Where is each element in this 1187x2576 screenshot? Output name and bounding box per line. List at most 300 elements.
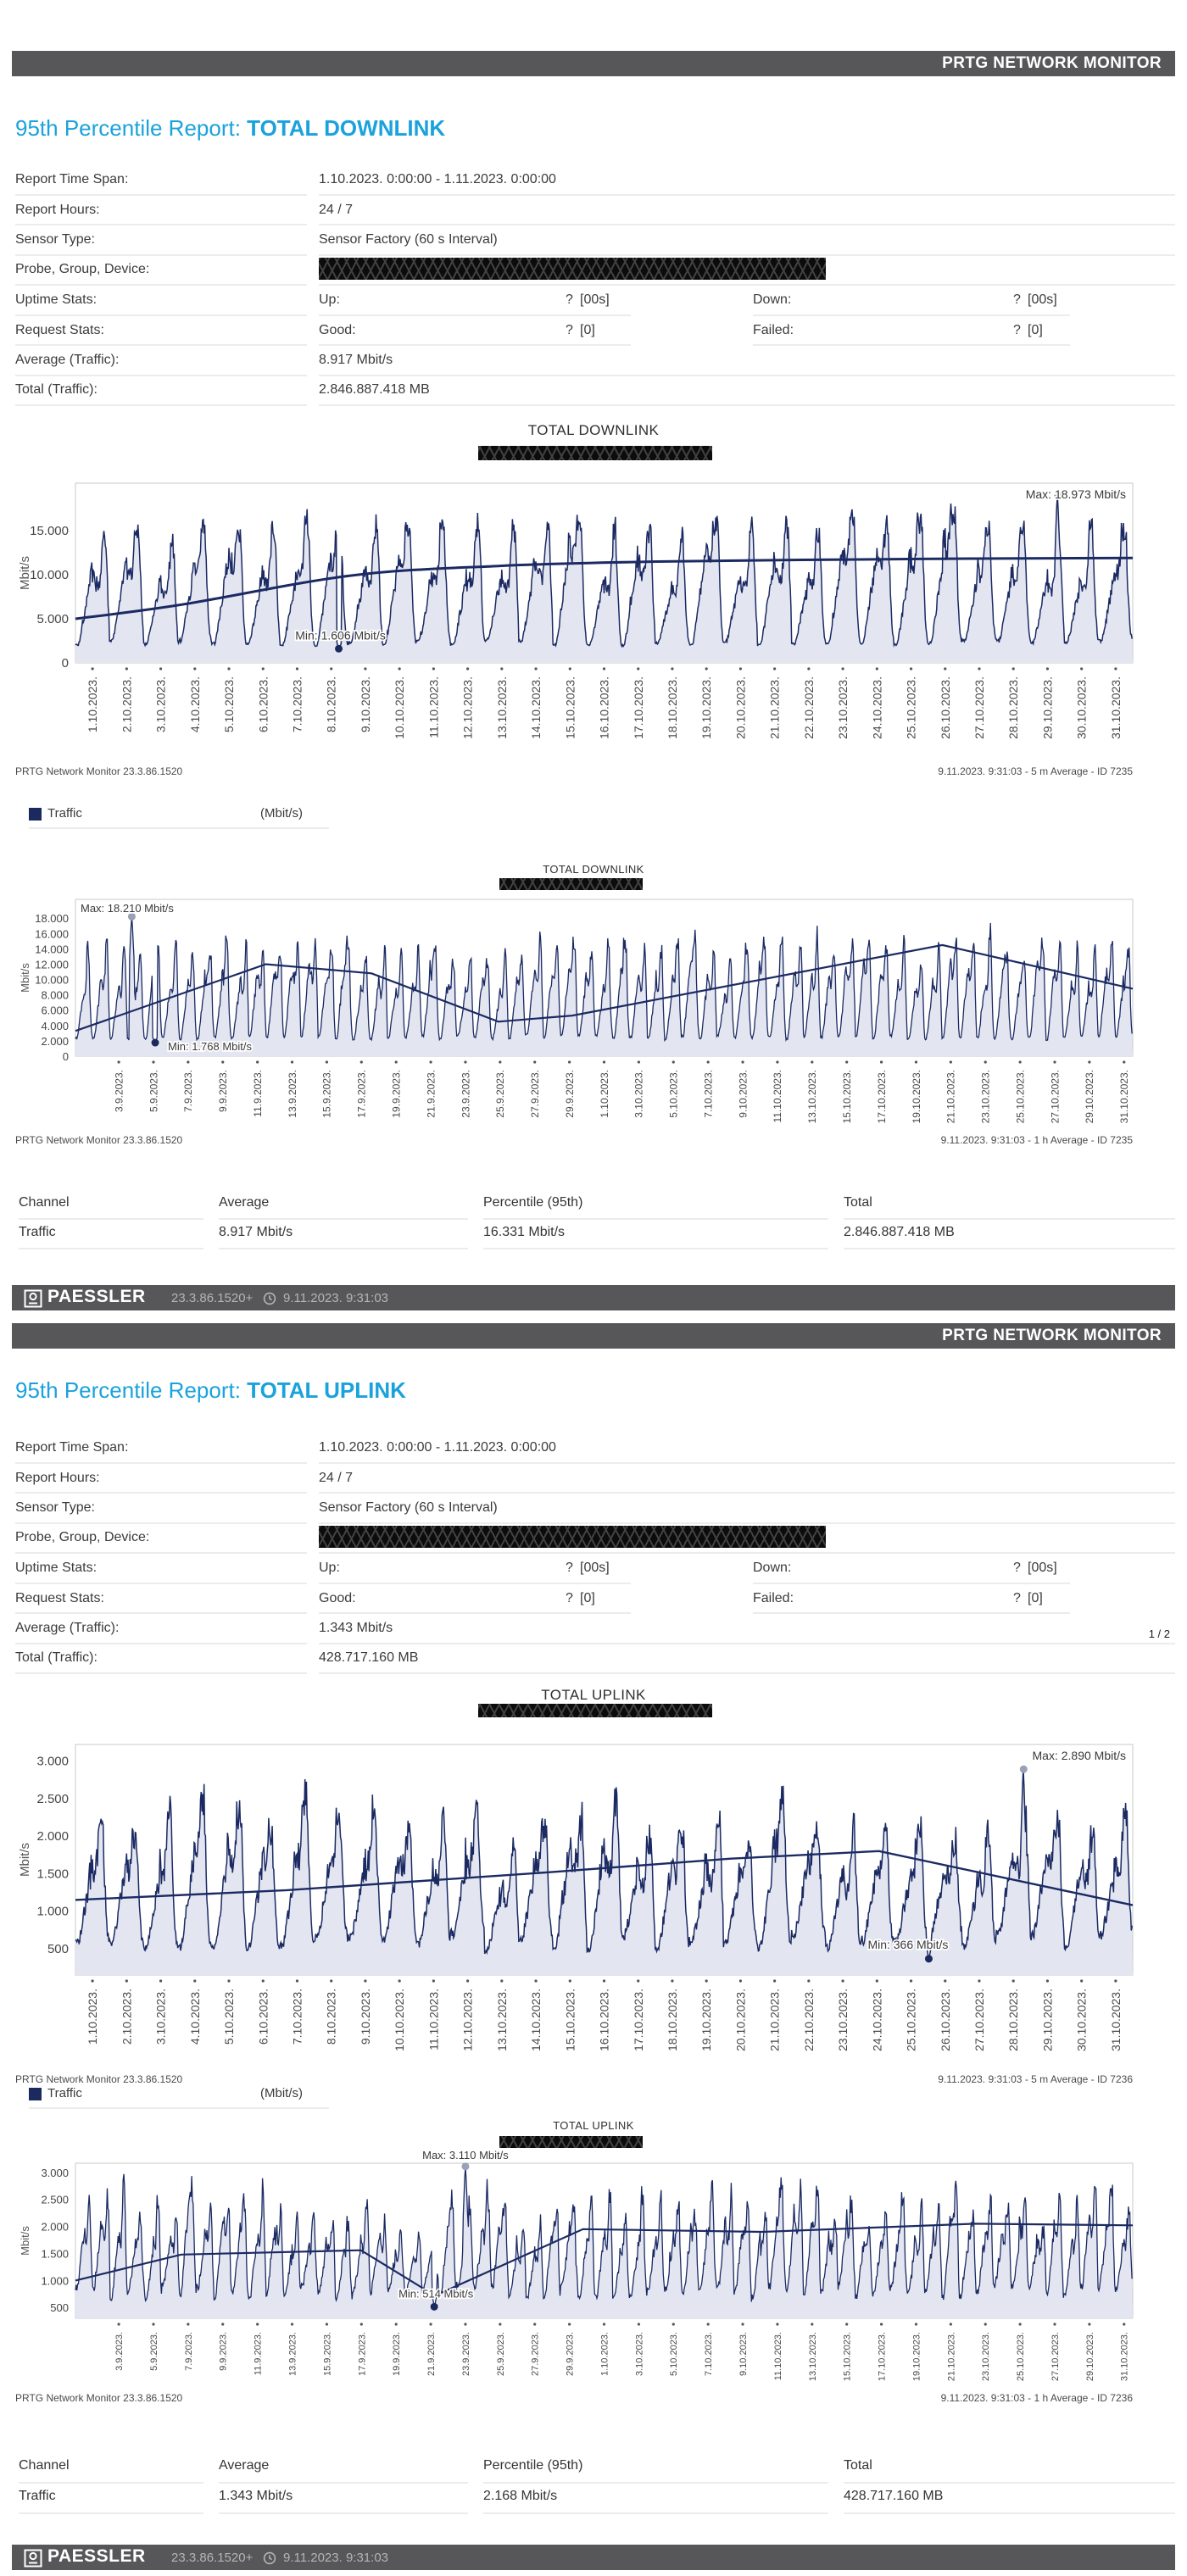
divider [15, 284, 307, 286]
svg-text:23.10.2023.: 23.10.2023. [981, 2332, 992, 2382]
channel-table-cell: 1.343 Mbit/s [219, 2489, 293, 2503]
svg-text:27.9.2023.: 27.9.2023. [529, 1070, 542, 1118]
request-good-label: Good: [319, 1591, 356, 1605]
chart-title: TOTAL DOWNLINK [543, 863, 644, 876]
divider [319, 1462, 1175, 1464]
divider [753, 314, 1070, 316]
request-failed-value: [0] [1028, 323, 1043, 337]
svg-text:10.10.2023.: 10.10.2023. [393, 1989, 407, 2051]
divider [319, 375, 1175, 376]
svg-text:22.10.2023.: 22.10.2023. [801, 1989, 816, 2051]
svg-text:2.000: 2.000 [41, 2220, 69, 2234]
svg-text:30.10.2023.: 30.10.2023. [1074, 1989, 1089, 2051]
request-failed-label: Failed: [753, 323, 794, 337]
legend-unit: (Mbit/s) [260, 2086, 303, 2100]
svg-text:2.500: 2.500 [41, 2193, 69, 2206]
divider [15, 1672, 307, 1674]
svg-text:28.10.2023.: 28.10.2023. [1006, 1989, 1021, 2051]
divider [319, 1583, 631, 1584]
request-failed-unknown: ? [1013, 323, 1021, 337]
svg-text:16.000: 16.000 [35, 927, 69, 941]
divider [219, 2512, 468, 2514]
svg-text:18.000: 18.000 [35, 912, 69, 926]
detail-value: 1.10.2023. 0:00:00 - 1.11.2023. 0:00:00 [319, 172, 556, 186]
request-good-value: [0] [580, 1591, 595, 1605]
svg-text:2.10.2023.: 2.10.2023. [120, 676, 134, 733]
uplink-5m-average-chart [0, 1728, 1187, 2077]
svg-text:11.10.2023.: 11.10.2023. [426, 1989, 441, 2050]
divider [319, 1643, 1175, 1644]
divider [319, 404, 1175, 406]
page-indicator: 1 / 2 [1148, 1627, 1170, 1640]
svg-text:11.10.2023.: 11.10.2023. [426, 676, 441, 738]
svg-text:29.9.2023.: 29.9.2023. [563, 1070, 576, 1118]
svg-text:23.10.2023.: 23.10.2023. [836, 1989, 850, 2051]
svg-text:1.10.2023.: 1.10.2023. [599, 2332, 610, 2376]
svg-text:29.10.2023.: 29.10.2023. [1084, 2332, 1095, 2382]
svg-text:5.10.2023.: 5.10.2023. [222, 1989, 237, 2045]
svg-text:Max: 18.973 Mbit/s: Max: 18.973 Mbit/s [1025, 487, 1126, 501]
svg-text:8.000: 8.000 [41, 988, 69, 1002]
legend-swatch [29, 2088, 42, 2100]
channel-table-header: Channel [19, 2458, 70, 2473]
chart-footer-info: 9.11.2023. 9:31:03 - 5 m Average - ID 7235 [938, 765, 1133, 777]
channel-table-header: Total [844, 1195, 872, 1210]
svg-text:13.10.2023.: 13.10.2023. [494, 676, 509, 739]
svg-text:9.10.2023.: 9.10.2023. [737, 1070, 750, 1118]
divider [15, 254, 307, 256]
svg-text:Mbit/s: Mbit/s [19, 2226, 31, 2256]
svg-text:17.10.2023.: 17.10.2023. [875, 1070, 888, 1124]
svg-text:27.10.2023.: 27.10.2023. [1050, 2332, 1061, 2382]
svg-text:4.10.2023.: 4.10.2023. [187, 1989, 202, 2045]
request-failed-value: [0] [1028, 1591, 1043, 1605]
svg-text:11.9.2023.: 11.9.2023. [251, 1070, 264, 1117]
svg-text:9.9.2023.: 9.9.2023. [217, 1070, 230, 1113]
divider [844, 2482, 1175, 2484]
request-good-unknown: ? [566, 323, 573, 337]
divider [483, 1218, 828, 1220]
uptime-up-label: Up: [319, 1561, 340, 1575]
divider [844, 1218, 1175, 1220]
chart-title: TOTAL UPLINK [553, 2119, 634, 2132]
svg-text:5.10.2023.: 5.10.2023. [667, 1070, 680, 1118]
channel-table-cell: 428.717.160 MB [844, 2489, 944, 2503]
detail-value: 1.343 Mbit/s [319, 1621, 393, 1635]
svg-text:3.9.2023.: 3.9.2023. [113, 1070, 125, 1113]
detail-label: Report Time Span: [15, 1440, 129, 1455]
svg-text:9.9.2023.: 9.9.2023. [218, 2332, 229, 2371]
svg-text:7.10.2023.: 7.10.2023. [290, 1989, 304, 2045]
detail-label: Uptime Stats: [15, 1561, 98, 1575]
svg-text:19.9.2023.: 19.9.2023. [392, 2332, 403, 2376]
svg-text:8.10.2023.: 8.10.2023. [324, 676, 338, 733]
footer-timestamp: 9.11.2023. 9:31:03 [283, 2551, 388, 2565]
svg-text:13.10.2023.: 13.10.2023. [806, 1070, 819, 1124]
divider [15, 344, 307, 346]
request-good-value: [0] [580, 323, 595, 337]
svg-text:26.10.2023.: 26.10.2023. [938, 1989, 952, 2051]
svg-text:2.500: 2.500 [36, 1791, 69, 1806]
svg-text:0: 0 [61, 656, 69, 670]
chart-footer-info: 9.11.2023. 9:31:03 - 1 h Average - ID 7236 [940, 2392, 1133, 2404]
svg-text:2.10.2023.: 2.10.2023. [120, 1989, 134, 2045]
divider [15, 1643, 307, 1644]
chart-title: TOTAL DOWNLINK [527, 422, 660, 438]
svg-text:31.10.2023.: 31.10.2023. [1108, 1989, 1123, 2051]
svg-text:9.10.2023.: 9.10.2023. [358, 1989, 372, 2045]
svg-text:27.10.2023.: 27.10.2023. [1049, 1070, 1062, 1124]
svg-text:20.10.2023.: 20.10.2023. [733, 1989, 748, 2051]
svg-text:15.10.2023.: 15.10.2023. [842, 2332, 853, 2382]
divider [483, 1248, 828, 1249]
uptime-down-unknown: ? [1013, 292, 1021, 307]
uplink-1h-average-chart [0, 2146, 1187, 2399]
svg-text:10.000: 10.000 [30, 568, 69, 583]
detail-value: Sensor Factory (60 s Interval) [319, 1500, 498, 1515]
svg-text:15.10.2023.: 15.10.2023. [841, 1070, 854, 1124]
svg-text:4.10.2023.: 4.10.2023. [187, 676, 202, 733]
svg-text:14.10.2023.: 14.10.2023. [529, 1989, 543, 2051]
svg-text:29.10.2023.: 29.10.2023. [1040, 1989, 1055, 2051]
svg-text:10.000: 10.000 [35, 973, 69, 987]
uptime-up-value: [00s] [580, 292, 610, 307]
footer-version: 23.3.86.1520+ [171, 2551, 254, 2565]
svg-text:29.9.2023.: 29.9.2023. [565, 2332, 576, 2376]
svg-text:27.10.2023.: 27.10.2023. [972, 676, 987, 739]
divider [15, 314, 307, 316]
svg-text:1.500: 1.500 [36, 1867, 69, 1882]
svg-text:15.9.2023.: 15.9.2023. [322, 2332, 333, 2376]
report-title-name: TOTAL DOWNLINK [247, 115, 446, 141]
divider [15, 1522, 307, 1524]
svg-text:1.000: 1.000 [41, 2274, 69, 2288]
chart-footer-version: PRTG Network Monitor 23.3.86.1520 [15, 1134, 183, 1146]
divider [15, 1462, 307, 1464]
prtg-header-title: PRTG NETWORK MONITOR [942, 54, 1162, 72]
svg-text:14.10.2023.: 14.10.2023. [529, 676, 543, 739]
svg-text:23.10.2023.: 23.10.2023. [836, 676, 850, 739]
svg-text:18.10.2023.: 18.10.2023. [665, 676, 679, 739]
svg-text:2.000: 2.000 [41, 1034, 69, 1048]
svg-text:4.000: 4.000 [41, 1019, 69, 1032]
svg-text:31.10.2023.: 31.10.2023. [1118, 1070, 1131, 1124]
report-title-prefix: 95th Percentile Report: [15, 1377, 248, 1403]
report-title-name: TOTAL UPLINK [247, 1377, 406, 1403]
svg-text:Mbit/s: Mbit/s [19, 963, 31, 993]
uptime-up-unknown: ? [566, 1561, 573, 1575]
svg-text:24.10.2023.: 24.10.2023. [870, 1989, 884, 2051]
detail-label: Sensor Type: [15, 1500, 95, 1515]
svg-text:29.10.2023.: 29.10.2023. [1040, 676, 1055, 739]
svg-text:13.9.2023.: 13.9.2023. [286, 1070, 298, 1118]
svg-text:1.10.2023.: 1.10.2023. [598, 1070, 610, 1118]
svg-text:Min: 1.606 Mbit/s: Min: 1.606 Mbit/s [295, 628, 386, 643]
svg-text:9.10.2023.: 9.10.2023. [358, 676, 372, 733]
report-title [15, 1377, 406, 1404]
divider [19, 1248, 203, 1249]
detail-value: 24 / 7 [319, 1471, 354, 1485]
paessler-brand: PAESSLER [47, 1287, 146, 1306]
uptime-down-label: Down: [753, 1561, 792, 1575]
divider [319, 1492, 1175, 1494]
channel-table-header: Total [844, 2458, 872, 2473]
footer-version: 23.3.86.1520+ [171, 1291, 254, 1305]
request-failed-unknown: ? [1013, 1591, 1021, 1605]
footer-timestamp: 9.11.2023. 9:31:03 [283, 1291, 388, 1305]
channel-table-cell: 2.168 Mbit/s [483, 2489, 558, 2503]
paessler-logo-icon [24, 2549, 42, 2568]
svg-text:6.000: 6.000 [41, 1004, 69, 1017]
divider [483, 2482, 828, 2484]
request-good-unknown: ? [566, 1591, 573, 1605]
svg-text:20.10.2023.: 20.10.2023. [733, 676, 748, 739]
divider [753, 344, 1070, 346]
divider [319, 194, 1175, 196]
detail-label: Report Time Span: [15, 172, 129, 186]
svg-text:12.10.2023.: 12.10.2023. [460, 676, 475, 739]
divider [319, 314, 631, 316]
uptime-up-value: [00s] [580, 1561, 610, 1575]
channel-table-cell: 2.846.887.418 MB [844, 1225, 955, 1239]
divider [19, 2482, 203, 2484]
svg-text:21.9.2023.: 21.9.2023. [425, 1070, 437, 1118]
divider [319, 1612, 631, 1614]
svg-text:21.10.2023.: 21.10.2023. [767, 1989, 782, 2051]
svg-text:3.9.2023.: 3.9.2023. [114, 2332, 125, 2371]
detail-label: Total (Traffic): [15, 1650, 98, 1665]
detail-value: 2.846.887.418 MB [319, 382, 430, 397]
svg-text:5.10.2023.: 5.10.2023. [669, 2332, 680, 2376]
divider [15, 1552, 307, 1554]
report-title-prefix: 95th Percentile Report: [15, 115, 248, 141]
detail-label: Report Hours: [15, 203, 100, 217]
svg-text:14.000: 14.000 [35, 943, 69, 956]
divider [219, 2482, 468, 2484]
downlink-5m-average-chart [0, 466, 1187, 771]
svg-text:5.000: 5.000 [36, 612, 69, 627]
svg-text:25.9.2023.: 25.9.2023. [494, 1070, 507, 1118]
chart-title: TOTAL UPLINK [541, 1687, 646, 1703]
svg-text:13.9.2023.: 13.9.2023. [287, 2332, 298, 2376]
svg-text:2.000: 2.000 [36, 1829, 69, 1844]
svg-text:25.10.2023.: 25.10.2023. [904, 676, 918, 739]
svg-text:15.9.2023.: 15.9.2023. [320, 1070, 333, 1118]
divider [753, 1583, 1070, 1584]
chart-footer-version: PRTG Network Monitor 23.3.86.1520 [15, 2073, 183, 2085]
detail-value: 24 / 7 [319, 203, 354, 217]
divider [319, 284, 1175, 286]
svg-text:12.10.2023.: 12.10.2023. [460, 1989, 475, 2051]
clock-icon [263, 2551, 276, 2565]
detail-label: Report Hours: [15, 1471, 100, 1485]
channel-table-cell: Traffic [19, 1225, 56, 1239]
detail-label: Request Stats: [15, 323, 104, 337]
chart-footer-info: 9.11.2023. 9:31:03 - 1 h Average - ID 7235 [940, 1134, 1133, 1146]
svg-text:22.10.2023.: 22.10.2023. [801, 676, 816, 739]
svg-text:3.10.2023.: 3.10.2023. [153, 676, 168, 733]
svg-text:13.10.2023.: 13.10.2023. [807, 2332, 818, 2382]
svg-text:17.10.2023.: 17.10.2023. [631, 1989, 645, 2051]
svg-text:17.10.2023.: 17.10.2023. [877, 2332, 888, 2382]
prtg-header-bar [12, 51, 1175, 76]
detail-label: Total (Traffic): [15, 382, 98, 397]
svg-text:6.10.2023.: 6.10.2023. [256, 1989, 270, 2045]
divider [319, 1672, 1175, 1674]
svg-text:11.10.2023.: 11.10.2023. [772, 1070, 784, 1123]
svg-text:16.10.2023.: 16.10.2023. [597, 1989, 611, 2051]
svg-text:17.9.2023.: 17.9.2023. [355, 1070, 368, 1118]
divider [219, 1218, 468, 1220]
channel-table-header: Average [219, 1195, 270, 1210]
divider [319, 224, 1175, 225]
request-good-label: Good: [319, 323, 356, 337]
prtg-header-bar [12, 1323, 1175, 1349]
channel-table-header: Channel [19, 1195, 70, 1210]
detail-value: Sensor Factory (60 s Interval) [319, 232, 498, 247]
redacted-probe-group-device [319, 258, 826, 280]
downlink-1h-average-chart [0, 882, 1187, 1144]
paessler-footer-bar [12, 2545, 1175, 2570]
svg-text:5.9.2023.: 5.9.2023. [148, 1070, 160, 1113]
divider [483, 2512, 828, 2514]
svg-text:23.9.2023.: 23.9.2023. [460, 2332, 471, 2376]
channel-table-cell: 8.917 Mbit/s [219, 1225, 293, 1239]
detail-label: Probe, Group, Device: [15, 262, 150, 276]
svg-text:31.10.2023.: 31.10.2023. [1108, 676, 1123, 739]
svg-text:29.10.2023.: 29.10.2023. [1084, 1070, 1096, 1124]
svg-text:3.10.2023.: 3.10.2023. [153, 1989, 168, 2045]
svg-text:11.9.2023.: 11.9.2023. [253, 2332, 264, 2376]
channel-table-header: Percentile (95th) [483, 2458, 583, 2473]
svg-text:3.10.2023.: 3.10.2023. [634, 2332, 645, 2376]
svg-text:12.000: 12.000 [35, 958, 69, 971]
uptime-down-label: Down: [753, 292, 792, 307]
channel-table-cell: 16.331 Mbit/s [483, 1225, 566, 1239]
svg-text:7.10.2023.: 7.10.2023. [702, 1070, 715, 1118]
svg-text:8.10.2023.: 8.10.2023. [324, 1989, 338, 2045]
paessler-logo-icon [24, 1289, 42, 1308]
report-title [15, 115, 445, 142]
svg-text:5.9.2023.: 5.9.2023. [148, 2332, 159, 2371]
divider [15, 1612, 307, 1614]
divider [15, 375, 307, 376]
channel-table-cell: Traffic [19, 2489, 56, 2503]
svg-text:25.10.2023.: 25.10.2023. [1016, 2332, 1027, 2382]
uptime-down-unknown: ? [1013, 1561, 1021, 1575]
svg-text:3.000: 3.000 [36, 1754, 69, 1769]
uptime-down-value: [00s] [1028, 1561, 1057, 1575]
svg-text:Min: 1.768 Mbit/s: Min: 1.768 Mbit/s [168, 1040, 253, 1054]
legend-label: Traffic [47, 2086, 82, 2100]
svg-text:1.10.2023.: 1.10.2023. [86, 1989, 100, 2045]
svg-text:9.10.2023.: 9.10.2023. [738, 2332, 750, 2376]
svg-text:3.000: 3.000 [41, 2166, 69, 2179]
svg-text:5.10.2023.: 5.10.2023. [222, 676, 237, 733]
svg-text:500: 500 [50, 2301, 69, 2315]
svg-text:Mbit/s: Mbit/s [18, 555, 32, 591]
svg-text:15.000: 15.000 [30, 524, 69, 539]
detail-label: Request Stats: [15, 1591, 104, 1605]
svg-text:7.10.2023.: 7.10.2023. [290, 676, 304, 733]
channel-table-header: Percentile (95th) [483, 1195, 583, 1210]
svg-text:23.10.2023.: 23.10.2023. [979, 1070, 992, 1124]
detail-label: Average (Traffic): [15, 353, 120, 367]
chart-footer-version: PRTG Network Monitor 23.3.86.1520 [15, 2392, 183, 2404]
divider [29, 827, 329, 829]
svg-text:7.9.2023.: 7.9.2023. [182, 1070, 195, 1113]
uptime-down-value: [00s] [1028, 292, 1057, 307]
uptime-up-label: Up: [319, 292, 340, 307]
svg-text:0: 0 [62, 1050, 69, 1063]
svg-text:21.10.2023.: 21.10.2023. [946, 2332, 957, 2382]
divider [15, 1492, 307, 1494]
svg-text:19.10.2023.: 19.10.2023. [699, 1989, 714, 2051]
divider [844, 1248, 1175, 1249]
svg-text:500: 500 [47, 1941, 69, 1956]
request-failed-label: Failed: [753, 1591, 794, 1605]
svg-text:1.10.2023.: 1.10.2023. [86, 676, 100, 733]
svg-text:24.10.2023.: 24.10.2023. [870, 676, 884, 739]
svg-text:Max: 18.210 Mbit/s: Max: 18.210 Mbit/s [81, 902, 174, 915]
prtg-header-title: PRTG NETWORK MONITOR [942, 1327, 1162, 1344]
chart-footer-version: PRTG Network Monitor 23.3.86.1520 [15, 765, 183, 777]
detail-label: Average (Traffic): [15, 1621, 120, 1635]
svg-text:23.9.2023.: 23.9.2023. [460, 1070, 472, 1118]
divider [319, 1522, 1175, 1524]
svg-text:1.000: 1.000 [36, 1904, 69, 1919]
svg-text:19.9.2023.: 19.9.2023. [390, 1070, 403, 1118]
detail-label: Uptime Stats: [15, 292, 98, 307]
paessler-footer-bar [12, 1285, 1175, 1310]
svg-text:Min: 514 Mbit/s: Min: 514 Mbit/s [398, 2287, 474, 2301]
svg-text:19.10.2023.: 19.10.2023. [911, 2332, 922, 2382]
svg-text:17.10.2023.: 17.10.2023. [631, 676, 645, 739]
detail-value: 8.917 Mbit/s [319, 353, 393, 367]
svg-text:21.10.2023.: 21.10.2023. [945, 1070, 957, 1124]
redacted-chart-device [478, 446, 712, 460]
svg-text:28.10.2023.: 28.10.2023. [1006, 676, 1021, 739]
svg-text:7.9.2023.: 7.9.2023. [183, 2332, 194, 2371]
svg-text:3.10.2023.: 3.10.2023. [633, 1070, 645, 1118]
divider [319, 344, 631, 346]
divider [15, 404, 307, 406]
divider [319, 254, 1175, 256]
svg-text:19.10.2023.: 19.10.2023. [910, 1070, 922, 1124]
redacted-probe-group-device [319, 1526, 826, 1548]
divider [844, 2512, 1175, 2514]
paessler-brand: PAESSLER [47, 2546, 146, 2566]
channel-table-header: Average [219, 2458, 270, 2473]
detail-value: 428.717.160 MB [319, 1650, 419, 1665]
uptime-up-unknown: ? [566, 292, 573, 307]
divider [753, 1612, 1070, 1614]
svg-text:27.9.2023.: 27.9.2023. [530, 2332, 541, 2376]
divider [15, 224, 307, 225]
svg-text:30.10.2023.: 30.10.2023. [1074, 676, 1089, 739]
svg-text:19.10.2023.: 19.10.2023. [699, 676, 714, 739]
svg-text:10.10.2023.: 10.10.2023. [393, 676, 407, 739]
svg-text:27.10.2023.: 27.10.2023. [972, 1989, 987, 2051]
divider [219, 1248, 468, 1249]
svg-text:21.10.2023.: 21.10.2023. [767, 676, 782, 739]
svg-text:7.10.2023.: 7.10.2023. [704, 2332, 715, 2376]
detail-label: Probe, Group, Device: [15, 1530, 150, 1544]
svg-text:13.10.2023.: 13.10.2023. [494, 1989, 509, 2051]
svg-text:26.10.2023.: 26.10.2023. [938, 676, 952, 739]
svg-text:17.9.2023.: 17.9.2023. [357, 2332, 368, 2376]
svg-text:Mbit/s: Mbit/s [18, 1842, 32, 1878]
